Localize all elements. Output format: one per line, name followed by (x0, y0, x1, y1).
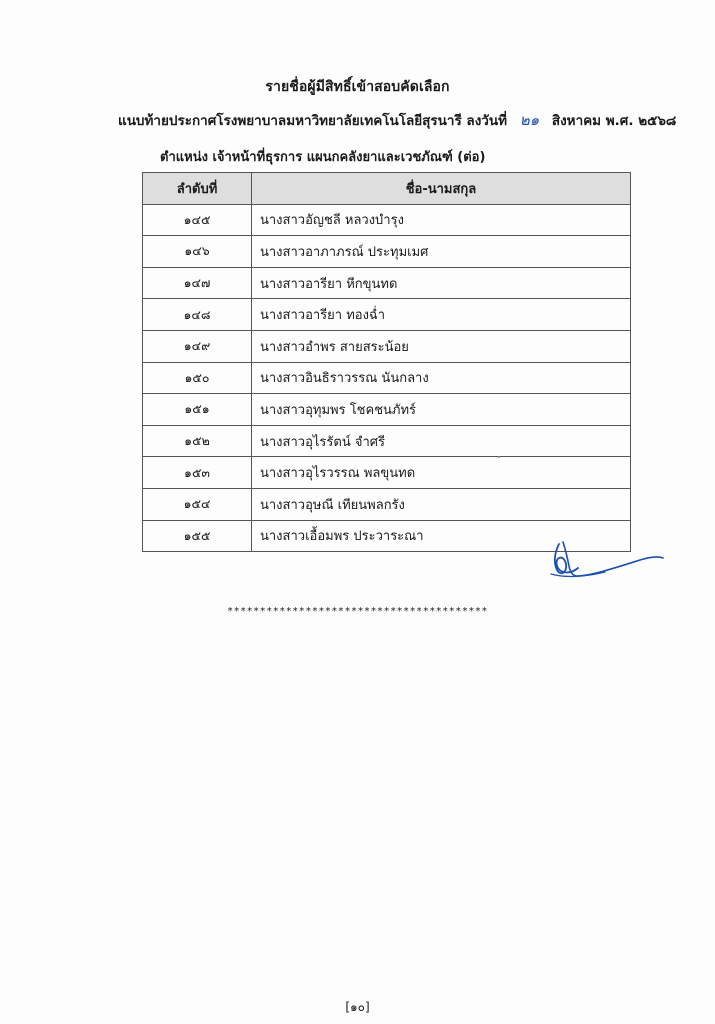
handwritten-signature-icon (545, 538, 670, 583)
scan-speck (498, 456, 500, 458)
table-row (143, 394, 631, 426)
row-number: ๑๕๓ (143, 457, 252, 489)
subtitle-suffix: สิงหาคม พ.ศ. ๒๕๖๘ (551, 113, 677, 129)
row-name: นางสาวเอื้อมพร ประวาระณา (252, 520, 631, 552)
row-name: นางสาวอุไรวรรณ พลขุนทด (252, 457, 631, 489)
row-name: นางสาวอำพร สายสระน้อย (252, 330, 631, 362)
row-number: ๑๕๕ (143, 520, 252, 552)
subtitle-prefix: แนบท้ายประกาศโรงพยาบาลมหาวิทยาลัยเทคโนโลยีสุรนารี ลงวันที่ (118, 113, 508, 129)
row-number: ๑๕๑ (143, 394, 252, 426)
table-row (143, 488, 631, 520)
row-number: ๑๕๔ (143, 488, 252, 520)
row-name: นางสาวอินธิราวรรณ นันกลาง (252, 362, 631, 394)
table-row (143, 267, 631, 299)
position-heading: ตำแหน่ง เจ้าหน้าที่ธุรการ แผนกคลังยาและเวชภัณฑ์ (ต่อ) (160, 150, 486, 165)
document-subtitle (118, 108, 678, 132)
row-number: ๑๔๙ (143, 330, 252, 362)
row-name: นางสาวอาภาภรณ์ ประทุมเมศ (252, 236, 631, 268)
table-row (143, 236, 631, 268)
order-column-header: ลำดับที่ (143, 173, 252, 205)
table-row (143, 204, 631, 236)
row-name: นางสาวอัญชลี หลวงบำรุง (252, 204, 631, 236)
end-separator: **************************************** (227, 606, 488, 617)
row-name: นางสาวอุไรรัตน์ จำศรี (252, 425, 631, 457)
table-header-row (143, 173, 631, 205)
row-name: นางสาวอารียา หีกขุนทด (252, 267, 631, 299)
table-row (143, 457, 631, 489)
row-number: ๑๔๕ (143, 204, 252, 236)
row-number: ๑๔๗ (143, 267, 252, 299)
row-name: นางสาวอุษณี เทียนพลกรัง (252, 488, 631, 520)
subtitle-day-handwritten: ๒๑ (519, 111, 540, 129)
name-column-header: ชื่อ-นามสกุล (252, 173, 631, 205)
page-number: [๑๐] (345, 1000, 370, 1014)
row-number: ๑๕๒ (143, 425, 252, 457)
row-name: นางสาวอารียา ทองฉ่ำ (252, 299, 631, 331)
row-number: ๑๔๘ (143, 299, 252, 331)
row-name: นางสาวอุทุมพร โชคชนภัทร์ (252, 394, 631, 426)
document-title: รายชื่อผู้มีสิทธิ์เข้าสอบคัดเลือก (265, 79, 450, 95)
table-row (143, 425, 631, 457)
row-number: ๑๕๐ (143, 362, 252, 394)
table-row (143, 299, 631, 331)
candidate-table (142, 172, 631, 552)
table-row (143, 330, 631, 362)
row-number: ๑๔๖ (143, 236, 252, 268)
table-row (143, 362, 631, 394)
